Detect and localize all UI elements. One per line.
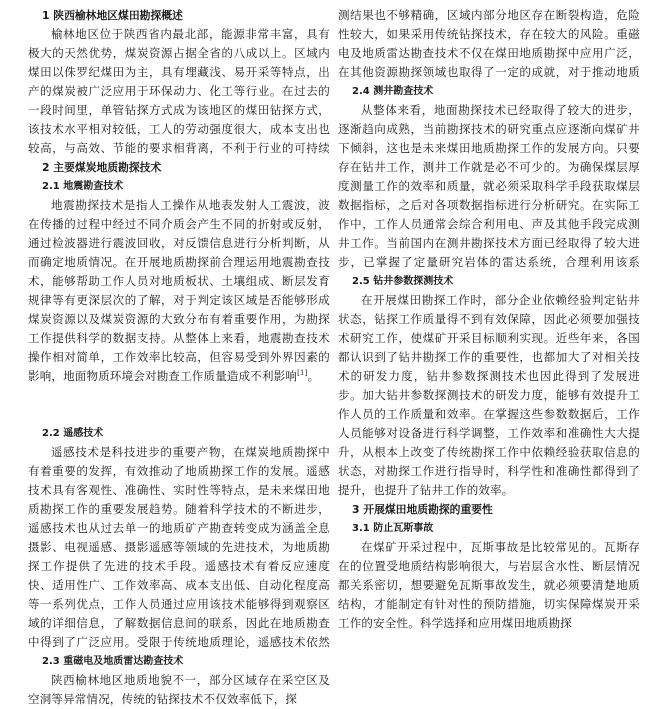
paragraph-text: 地震勘探技术是指人工操作从地表发射人工震波，波在传播的过程中经过不同介质会产生不同的折射或反射，通过检波器进行震波回收，对反馈信息进行分析判断，从而确定地质情况。在开展地质勘探前合理运用地震勘查技术，能够帮助工作人员对地质板状、土壤组成、断层发育规律等有更深层次的了解，对于判定该区域是否能够形成煤炭资源以及煤炭资源的大致分布有着重要作用，为勘探工作提供科学的数据支持。从整体上来看，地震勘查技术操作相对简单，工作效率比较高，但容易受到外界因素的影响，地面物质环境会对勘查工作质量造成不利影响 <box>28 198 330 383</box>
paragraph-text: 陕西榆林地区地质地貌不一，部分区域存在采空区及空洞等异常情况，传统的钻探技术不仅效率低下，探 <box>28 673 330 706</box>
paragraph-text: 在煤矿开采过程中，瓦斯事故是比较常见的。瓦斯存在的位置受地质结构影响很大，与岩层含水性、断层情况都关系密切，想要避免瓦斯事故发生，就必须要清楚地质结构，才能制定有针对性的预防措施，切实保障煤炭开采工作的安全性。科学选择和应用煤田地质勘探 <box>338 540 640 630</box>
paragraph-tail: 。 <box>307 369 320 383</box>
paragraph <box>28 196 330 424</box>
paragraph-text: 测结果也不够精确，区域内部分地区存在断裂构造，危险性较大，如果采用传统钻探技术，存在较大的风险。重磁电及地质雷达勘查技术不仅在煤田地质勘探中应用广泛，在其他资源勘探领域也取得了一定的成就，对于推动地质 <box>338 8 640 79</box>
paragraph-text: 榆林地区位于陕西省内最北部，能源非常丰富，具有极大的天然优势，煤炭资源占据全省的八成以上。区域内煤田以侏罗纪煤田为主，具有埋藏浅、易开采等特点，出产的煤炭被广泛应用于环保动力、化工等行业。在过去的一段时间里，单管钻探方式成为该地区的煤田钻探方式，该技术水平相对较低，工人的劳动强度很大，成本支出也较高，与高效、节能的要求相背离，不利于行业的可持续 <box>28 27 330 155</box>
section-heading: 2 主要煤炭地质勘探技术 <box>42 161 162 174</box>
left-column <box>28 6 330 709</box>
section-heading: 3 开展煤田地质勘探的重要性 <box>352 503 493 516</box>
subsection-heading: 2.4 测井勘查技术 <box>352 86 434 97</box>
paragraph-text: 在开展煤田勘探工作时，部分企业依赖经验判定钻井状态，钻探工作质量得不到有效保障，因此必须要加强技术研究工作，使煤矿开采目标顺利实现。近些年来，各国都认识到了钻井勘探工作的重要性，也都加大了对相关技术的研发力度，钻井参数探测技术也因此得到了发展进步。加大钻井参数探测技术的研发力度，能够有效提升工作人员的工作质量和效率。在掌握这些参数数据后，工作人员能够对设备进行科学调整，工作效率和准确性大大提升，从根本上改变了传统勘探工作中依赖经验获取信息的状态，对勘探工作进行指导时，科学性和准确性都得到了提升，也提升了钻井工作的效率。 <box>338 293 640 497</box>
subsection-heading: 3.1 防止瓦斯事故 <box>352 523 434 534</box>
paragraph <box>28 443 330 652</box>
paragraph <box>28 671 330 709</box>
citation-ref: [1] <box>297 369 308 378</box>
paragraph <box>338 538 640 633</box>
paragraph-text: 从整体来看，地面勘探技术已经取得了较大的进步，逐渐趋向成熟，当前勘探技术的研究重点应逐渐向煤矿井下倾斜，这也是未来煤田地质勘探工作的发展方向。只要存在钻井工作，测井工作就是必不可少的。为确保煤层厚度测量工作的效率和质量，就必须采取科学手段获取煤层数据指标，之后对各项数据指标进行分析研究。在实际工作中，工作人员通常会综合利用电、声及其他手段完成测井工作。当前国内在测井勘探技术方面已经取得了较大进步，已掌握了定量研究岩体的雷达系统，合理利用该系 <box>338 103 640 269</box>
right-column <box>338 6 640 633</box>
paragraph <box>338 101 640 272</box>
subsection-heading: 2.3 重磁电及地质雷达勘查技术 <box>42 656 184 667</box>
paragraph-text: 遥感技术是科技进步的重要产物，在煤炭地质勘探中有着重要的发挥，有效推动了地质勘探工作的发展。遥感技术具有客观性、准确性、实时性等特点，是未来煤田地质勘探工作的重要发展趋势。随着科学技术的不断进步，遥感技术也从过去单一的地质矿产勘查转变成为涵盖全息摄影、电视遥感、摄影遥感等领域的先进技术，为地质勘探工作提供了先进的技术手段。遥感技术有着反应速度快、适用性广、工作效率高、成本支出低、自动化程度高等一系列优点，工作人员通过应用该技术能够得到观察区域的详细信息，了解数据信息间的联系，因此在地质勘查中得到了广泛应用。受限于传统地质理论，遥感技术依然 <box>28 445 330 649</box>
paragraph <box>338 291 640 500</box>
subsection-heading: 2.2 遥感技术 <box>42 428 104 439</box>
paragraph <box>338 6 640 82</box>
subsection-heading: 2.5 钻井参数探测技术 <box>352 276 454 287</box>
subsection-heading: 2.1 地震勘查技术 <box>42 181 124 192</box>
paragraph <box>28 25 330 158</box>
section-heading: 1 陕西榆林地区煤田勘探概述 <box>42 9 183 22</box>
